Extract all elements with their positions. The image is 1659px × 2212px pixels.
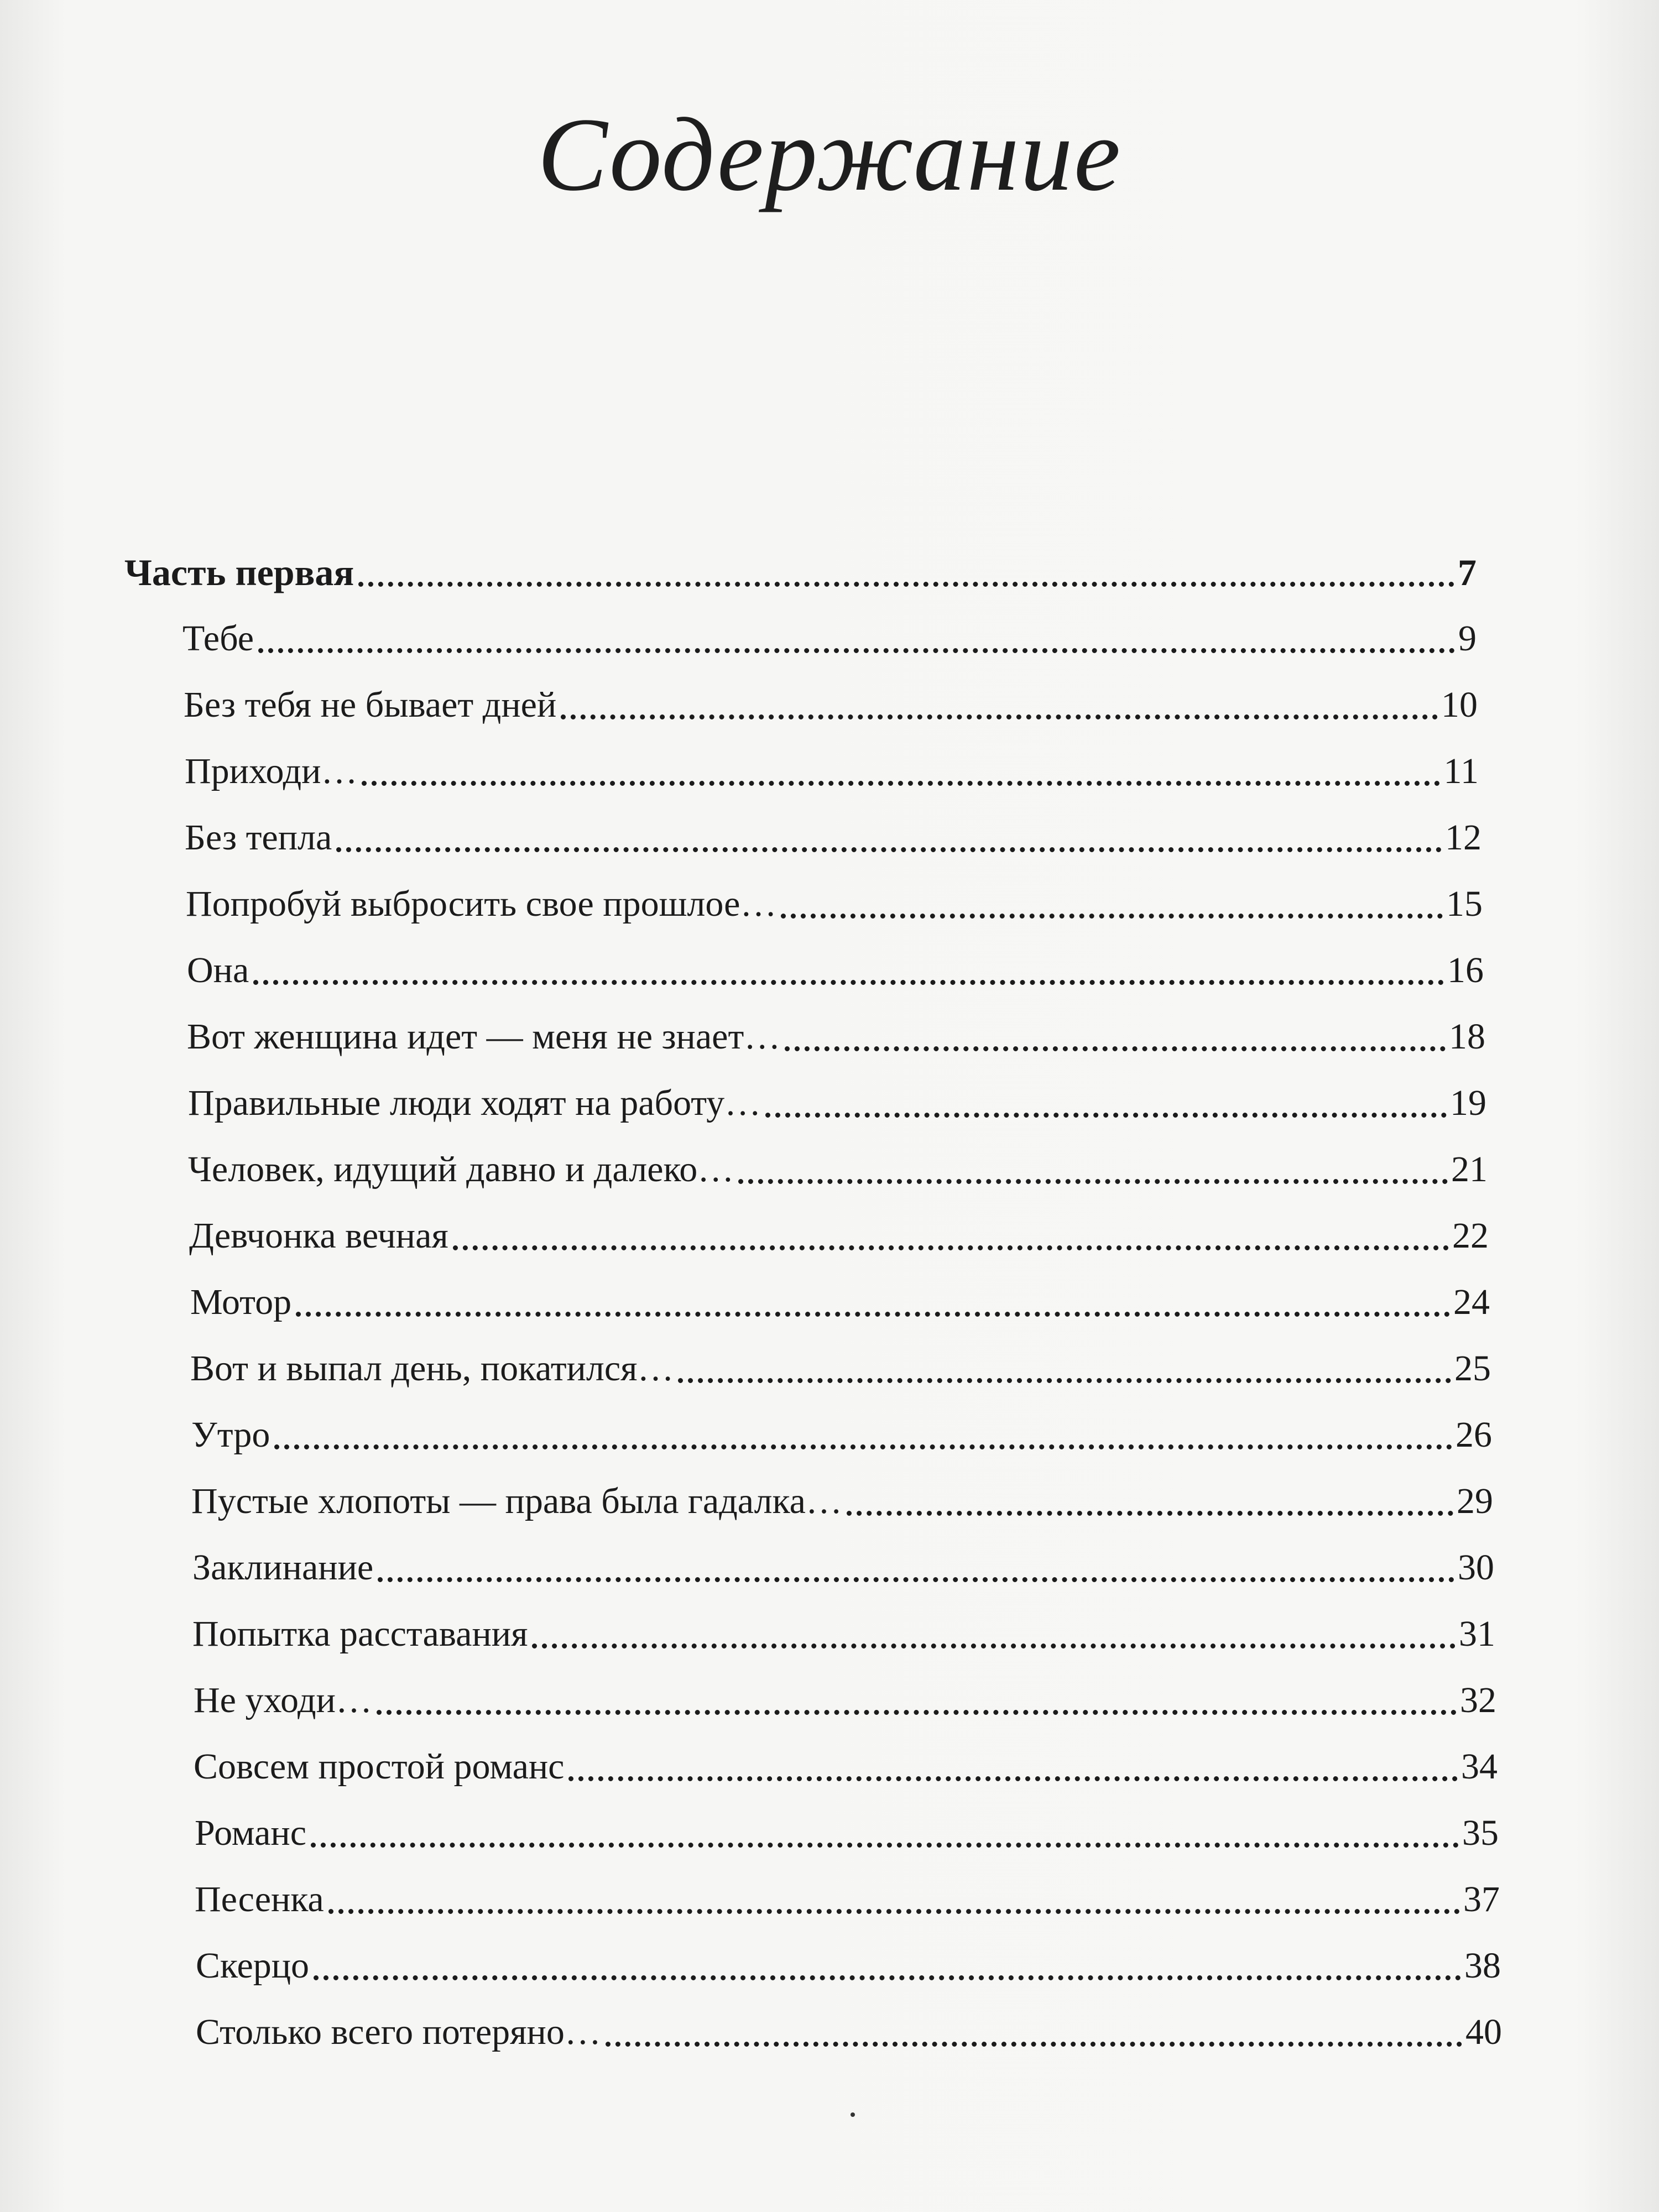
toc-leader-dots [311, 1843, 1459, 1848]
toc-entry-label: Она [187, 950, 249, 990]
toc-entry-page: 22 [1452, 1215, 1489, 1256]
toc-entry [188, 1081, 1486, 1125]
toc-part-heading [124, 550, 1477, 594]
toc-entry-page: 34 [1461, 1746, 1498, 1787]
toc-entry [195, 1877, 1500, 1922]
toc-entry [182, 617, 1477, 661]
toc-entry [195, 1811, 1499, 1855]
toc-leader-dots [358, 582, 1454, 587]
toc-entry-label: Утро [191, 1415, 270, 1455]
toc-entry [190, 1280, 1490, 1324]
toc-entry-page: 25 [1454, 1348, 1491, 1389]
toc-entry-label: Без тебя не бывает дней [184, 685, 557, 725]
toc-entry-page: 32 [1460, 1680, 1496, 1720]
toc-entry-label: Попробуй выбросить свое прошлое… [186, 884, 777, 924]
toc-entry-page: 38 [1464, 1945, 1501, 1986]
toc-entry-page: 19 [1450, 1083, 1486, 1123]
toc-entry-page: 35 [1462, 1813, 1499, 1853]
toc-leader-dots [314, 1975, 1461, 1980]
toc-entry-label: Мотор [190, 1282, 292, 1322]
toc-leader-dots [765, 1113, 1447, 1118]
toc-entry-page: 9 [1458, 618, 1477, 659]
toc-leader-dots [568, 1776, 1458, 1781]
toc-entry-page: 15 [1446, 884, 1483, 924]
toc-entry [188, 1147, 1488, 1192]
toc-entry-label: Попытка расставания [192, 1614, 528, 1654]
toc-leader-dots [561, 714, 1438, 719]
toc-leader-dots [378, 1577, 1454, 1582]
toc-leader-dots [362, 781, 1440, 786]
toc-part-label: Часть первая [124, 551, 354, 593]
toc-entry-label: Скерцо [196, 1945, 310, 1986]
toc-entry [187, 948, 1484, 993]
toc-entry [190, 1347, 1491, 1391]
toc-entry [191, 1413, 1492, 1457]
toc-entry [187, 1015, 1485, 1059]
toc-entry [196, 1944, 1501, 1988]
toc-entry [191, 1479, 1493, 1524]
toc-entry-page: 37 [1463, 1879, 1500, 1919]
toc-leader-dots [377, 1710, 1457, 1715]
toc-entry-label: Совсем простой романс [194, 1746, 565, 1787]
toc-entry-page: 30 [1458, 1547, 1494, 1588]
toc-entry [192, 1546, 1494, 1590]
toc-entry-label: Заклинание [192, 1547, 374, 1588]
toc-entry-page: 12 [1445, 817, 1481, 858]
toc-entry [196, 2010, 1502, 2054]
toc-entry [185, 749, 1479, 794]
toc-leader-dots [258, 648, 1455, 653]
toc-entry-label: Пустые хлопоты — права была гадалка… [191, 1481, 842, 1521]
toc-leader-dots [336, 847, 1442, 852]
toc-entry-page: 29 [1457, 1481, 1493, 1521]
toc-leader-dots [606, 2042, 1462, 2047]
toc-entry-page: 16 [1447, 950, 1484, 990]
toc-entry-label: Приходи… [185, 751, 358, 791]
toc-entry-page: 31 [1459, 1614, 1495, 1654]
toc-entry-label: Девчонка вечная [189, 1215, 448, 1256]
toc-leader-dots [847, 1511, 1453, 1516]
toc-entry-label: Песенка [195, 1879, 324, 1919]
print-speck [851, 2112, 855, 2117]
toc-entry [194, 1745, 1498, 1789]
toc-entry-label: Вот и выпал день, покатился… [190, 1348, 674, 1389]
toc-entry-page: 26 [1455, 1415, 1492, 1455]
toc-leader-dots [785, 1046, 1446, 1051]
toc-entry-label: Романс [195, 1813, 307, 1853]
toc-entry [186, 882, 1483, 926]
toc-entry-label: Правильные люди ходят на работу… [188, 1083, 761, 1123]
toc-entry [185, 816, 1481, 860]
toc-entry-page: 11 [1443, 751, 1479, 791]
toc-leader-dots [738, 1179, 1448, 1184]
page-title: Содержание [537, 97, 1122, 213]
toc-entry [184, 683, 1478, 727]
toc-entry [189, 1214, 1489, 1258]
toc-entry-page: 10 [1441, 685, 1478, 725]
toc-entry [192, 1612, 1495, 1656]
toc-leader-dots [532, 1644, 1455, 1648]
toc-entry [194, 1678, 1496, 1723]
toc-leader-dots [678, 1378, 1451, 1383]
toc-leader-dots [781, 914, 1443, 919]
toc-entry-label: Не уходи… [194, 1680, 372, 1720]
toc-leader-dots [274, 1444, 1452, 1449]
toc-entry-page: 24 [1453, 1282, 1490, 1322]
toc-entry-label: Тебе [182, 618, 254, 659]
toc-entry-page: 40 [1465, 2012, 1502, 2052]
toc-entry-label: Без тепла [185, 817, 332, 858]
toc-entry-page: 21 [1451, 1149, 1488, 1190]
toc-leader-dots [296, 1312, 1450, 1317]
toc-part-page: 7 [1458, 551, 1477, 593]
toc-leader-dots [253, 980, 1444, 985]
toc-entry-label: Вот женщина идет — меня не знает… [187, 1016, 781, 1057]
toc-entry-page: 18 [1449, 1016, 1485, 1057]
toc-entry-label: Столько всего потеряно… [196, 2012, 601, 2052]
toc-leader-dots [453, 1245, 1449, 1250]
toc-leader-dots [328, 1909, 1460, 1914]
toc-entry-label: Человек, идущий давно и далеко… [188, 1149, 734, 1190]
